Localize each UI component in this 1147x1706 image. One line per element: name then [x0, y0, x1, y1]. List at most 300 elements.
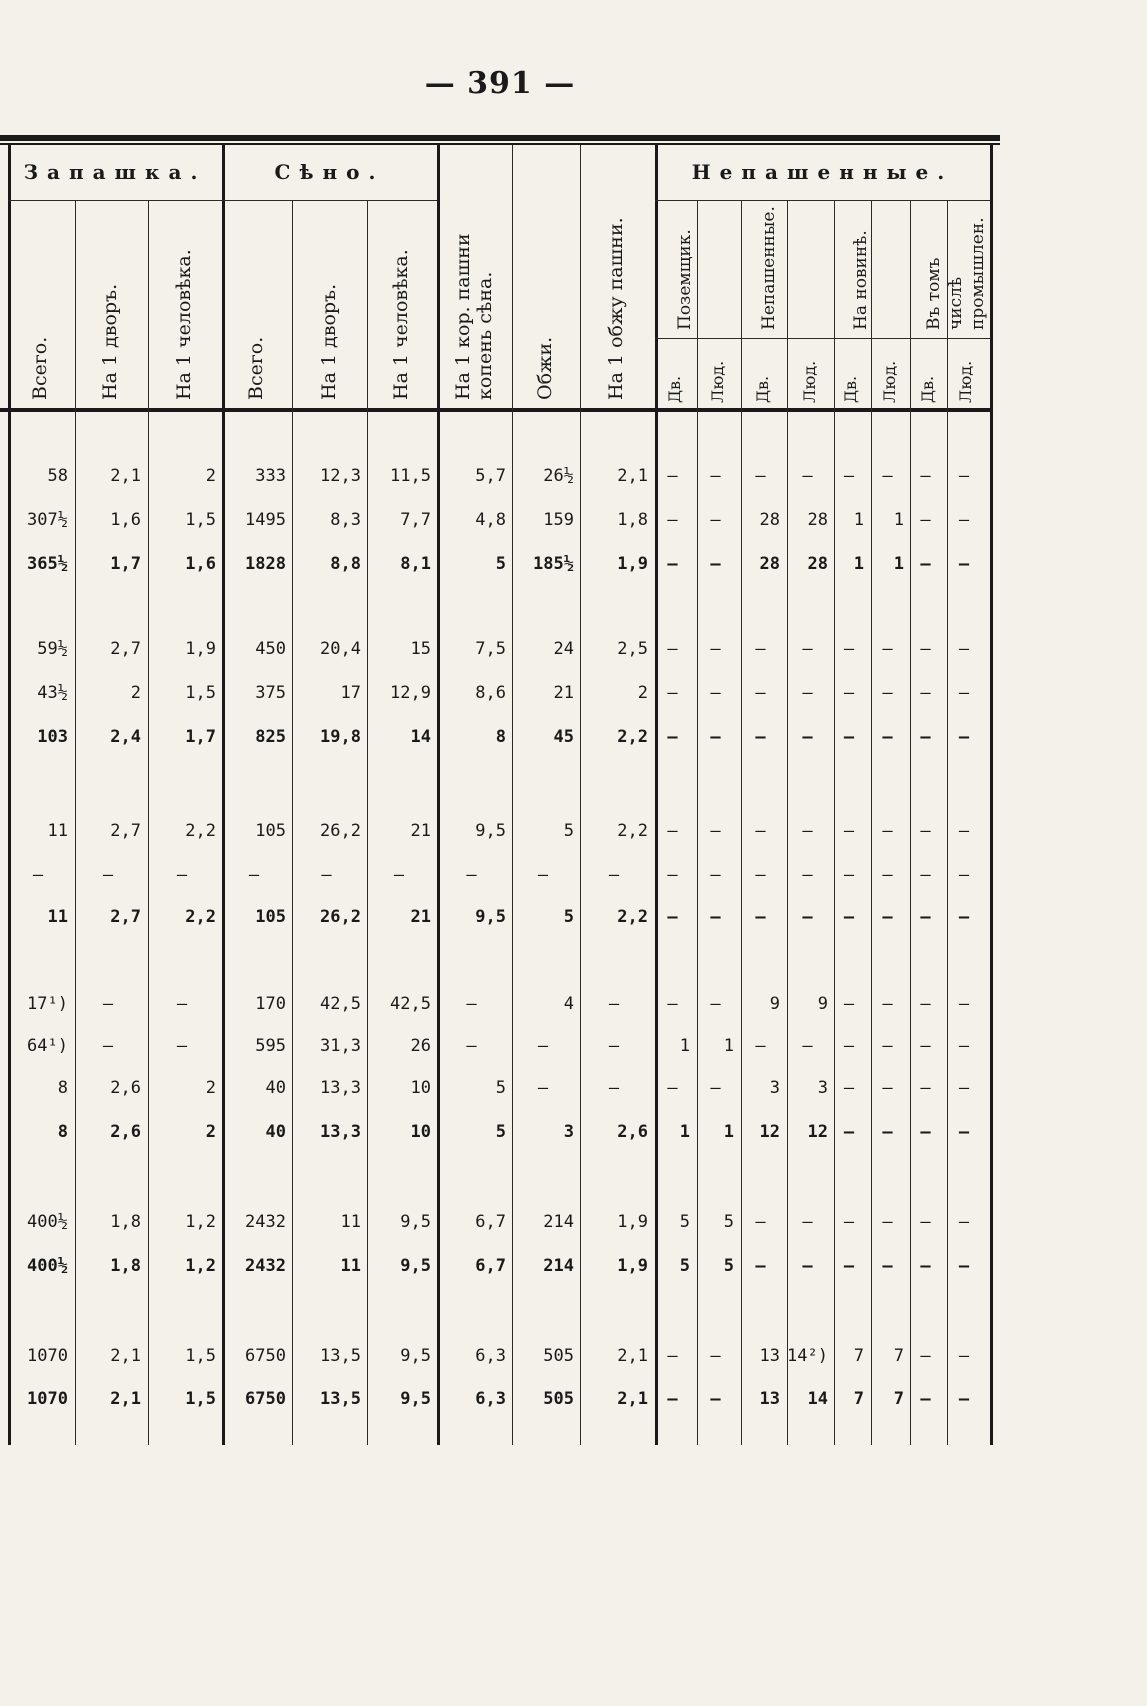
table-cell: 2,1: [617, 466, 648, 486]
table-cell: —: [608, 1078, 620, 1098]
table-cell: 1,6: [110, 510, 141, 530]
table-cell: —: [958, 1256, 970, 1276]
table-cell: 9,5: [475, 907, 506, 927]
table-cell: 58: [47, 466, 68, 486]
table-cell: —: [843, 1036, 855, 1056]
table-cell: 214: [543, 1212, 574, 1232]
table-cell: —: [710, 727, 721, 747]
table-cell: 28: [807, 510, 828, 530]
table-cell: 7,5: [475, 639, 506, 659]
table-cell: 26,2: [320, 821, 361, 841]
table-cell: 1,9: [617, 554, 648, 574]
table-cell: 5: [563, 821, 574, 841]
table-cell: —: [920, 821, 931, 841]
table-cell: 12: [759, 1122, 780, 1142]
column-header: На 1 кор. пашни копень сѣна.: [451, 233, 496, 400]
table-cell: 2,2: [185, 907, 216, 927]
table-cell: 2,2: [617, 821, 648, 841]
table-cell: —: [843, 683, 855, 703]
table-cell: —: [710, 466, 721, 486]
table-cell: 1070: [27, 1346, 68, 1366]
table-cell: 2: [205, 466, 216, 486]
table-cell: 6,3: [475, 1346, 506, 1366]
table-cell: 7: [893, 1346, 904, 1366]
table-cell: —: [882, 639, 893, 659]
table-cell: 11: [47, 907, 68, 927]
table-cell: 2,4: [110, 727, 141, 747]
table-cell: 1,8: [617, 510, 648, 530]
table-cell: —: [393, 865, 405, 885]
table-cell: 8: [495, 727, 506, 747]
table-cell: 7,7: [400, 510, 431, 530]
table-cell: 8: [57, 1078, 68, 1098]
column-header: Люд.: [956, 360, 975, 403]
table-cell: —: [802, 865, 813, 885]
table-cell: 2,6: [110, 1078, 141, 1098]
table-cell: 1,2: [185, 1212, 216, 1232]
column-header: Люд.: [799, 360, 819, 403]
table-cell: —: [802, 639, 813, 659]
table-cell: —: [755, 466, 766, 486]
column-header: Обжи.: [534, 336, 556, 400]
table-cell: 6750: [245, 1389, 286, 1409]
table-cell: —: [958, 510, 970, 530]
table-cell: —: [958, 639, 970, 659]
table-cell: —: [755, 907, 766, 927]
table-cell: —: [667, 466, 678, 486]
table-cell: —: [920, 466, 931, 486]
table-cell: 2: [205, 1122, 216, 1142]
table-cell: 12,9: [390, 683, 431, 703]
table-cell: 17: [340, 683, 361, 703]
table-cell: 5: [723, 1212, 734, 1232]
table-cell: 1070: [27, 1389, 68, 1409]
table-cell: 11: [340, 1256, 361, 1276]
group-nepashennye: Непашенные.: [691, 160, 954, 184]
table-cell: —: [102, 865, 114, 885]
column-header: Дв.: [917, 375, 937, 403]
table-cell: —: [882, 1122, 893, 1142]
table-cell: —: [958, 727, 970, 747]
table-cell: 28: [759, 510, 780, 530]
table-cell: 13: [759, 1389, 780, 1409]
table-cell: —: [102, 994, 114, 1014]
group-seno: Сѣно.: [274, 160, 385, 184]
table-cell: —: [958, 683, 970, 703]
table-cell: 28: [759, 554, 780, 574]
table-cell: 2,2: [617, 907, 648, 927]
table-cell: —: [882, 683, 893, 703]
table-cell: —: [802, 1256, 813, 1276]
table-cell: 9: [817, 994, 828, 1014]
table-cell: —: [755, 865, 766, 885]
column-header: Дв.: [664, 375, 684, 403]
table-cell: 12: [807, 1122, 828, 1142]
table-cell: 1,8: [110, 1212, 141, 1232]
table-cell: —: [755, 683, 766, 703]
column-header: Всего.: [29, 336, 51, 400]
table-cell: —: [176, 865, 188, 885]
table-cell: —: [755, 1256, 766, 1276]
table-cell: —: [958, 994, 970, 1014]
table-cell: —: [608, 865, 620, 885]
table-cell: 28: [807, 554, 828, 574]
group-underline: [8, 200, 437, 201]
table-cell: —: [537, 865, 549, 885]
table-cell: 1: [893, 554, 904, 574]
table-cell: 2,6: [617, 1122, 648, 1142]
column-header: На 1 дворъ.: [317, 283, 340, 400]
table-cell: 12,3: [320, 466, 361, 486]
table-cell: 1: [679, 1036, 690, 1056]
table-cell: 4,8: [475, 510, 506, 530]
table-cell: —: [882, 1036, 893, 1056]
table-cell: 2,1: [110, 1346, 141, 1366]
table-cell: 13: [759, 1346, 780, 1366]
table-cell: —: [920, 907, 931, 927]
table-cell: —: [248, 865, 260, 885]
table-cell: —: [667, 727, 678, 747]
table-cell: —: [667, 510, 678, 530]
subgroup-underline: [655, 338, 990, 339]
table-cell: 1,5: [185, 510, 216, 530]
table-cell: —: [710, 639, 721, 659]
table-cell: —: [466, 1036, 477, 1056]
column-header: На 1 человѣка.: [173, 249, 195, 400]
table-cell: —: [920, 1256, 931, 1276]
table-cell: —: [958, 1078, 970, 1098]
table-cell: —: [802, 727, 813, 747]
table-cell: —: [667, 1346, 678, 1366]
column-header: На 1 дворъ.: [99, 283, 121, 400]
table-cell: 8,3: [330, 510, 361, 530]
table-cell: 2: [637, 683, 648, 703]
table-cell: 2,1: [617, 1346, 648, 1366]
table-cell: —: [958, 1389, 970, 1409]
table-cell: —: [958, 554, 970, 574]
table-cell: 7: [853, 1346, 864, 1366]
table-cell: 8,8: [330, 554, 361, 574]
table-cell: 40: [265, 1122, 286, 1142]
table-cell: 19,8: [320, 727, 361, 747]
table-cell: 159: [543, 510, 574, 530]
table-cell: —: [802, 466, 813, 486]
table-cell: —: [710, 865, 721, 885]
table-cell: 1,7: [185, 727, 216, 747]
table-cell: 5: [495, 554, 506, 574]
table-cell: —: [958, 865, 970, 885]
table-cell: —: [920, 639, 931, 659]
table-cell: —: [802, 683, 813, 703]
table-cell: 40: [265, 1078, 286, 1098]
table-cell: —: [920, 683, 931, 703]
table-cell: —: [667, 639, 678, 659]
table-cell: 3: [769, 1078, 780, 1098]
table-cell: —: [710, 994, 721, 1014]
table-cell: —: [755, 1212, 766, 1232]
table-cell: —: [176, 994, 188, 1014]
table-cell: —: [755, 639, 766, 659]
table-cell: —: [32, 865, 44, 885]
table-cell: —: [710, 1346, 721, 1366]
table-cell: 45: [553, 727, 574, 747]
table-cell: 14: [807, 1389, 828, 1409]
table-cell: 14²): [787, 1346, 828, 1366]
table-cell: 2,2: [617, 727, 648, 747]
table-cell: —: [667, 683, 678, 703]
table-cell: 505: [543, 1346, 574, 1366]
table-cell: 505: [543, 1389, 574, 1409]
table-cell: 8: [57, 1122, 68, 1142]
table-cell: 2432: [245, 1256, 286, 1276]
table-cell: —: [102, 1036, 114, 1056]
table-cell: 64¹): [27, 1036, 68, 1056]
table-cell: 1: [723, 1122, 734, 1142]
table-cell: —: [882, 1256, 893, 1276]
table-cell: 1: [853, 510, 864, 530]
table-cell: —: [882, 1212, 893, 1232]
table-cell: —: [882, 1078, 893, 1098]
table-cell: —: [843, 994, 855, 1014]
table-cell: —: [802, 907, 813, 927]
table-cell: 11: [47, 821, 68, 841]
table-cell: —: [843, 1122, 855, 1142]
column-header: Дв.: [752, 375, 772, 403]
column-header: Всего.: [245, 336, 267, 400]
table-cell: 13,3: [320, 1122, 361, 1142]
table-cell: —: [667, 821, 678, 841]
table-cell: 2,7: [110, 639, 141, 659]
table-cell: —: [882, 466, 893, 486]
column-divider: [437, 145, 440, 1445]
table-cell: 2: [130, 683, 141, 703]
table-cell: 1,8: [110, 1256, 141, 1276]
table-cell: 170: [255, 994, 286, 1014]
table-cell: 595: [255, 1036, 286, 1056]
table-cell: —: [920, 727, 931, 747]
column-divider: [8, 145, 11, 1445]
subgroup-na-novine: На новинѣ.: [851, 230, 871, 330]
table-cell: —: [882, 865, 893, 885]
column-header: На 1 обжу пашни.: [605, 217, 627, 400]
table-cell: 375: [255, 683, 286, 703]
table-cell: 8,6: [475, 683, 506, 703]
table-cell: 1,9: [617, 1212, 648, 1232]
table-cell: 13,5: [320, 1346, 361, 1366]
table-cell: —: [958, 821, 970, 841]
group-underline: [655, 200, 990, 201]
table-cell: —: [537, 1036, 549, 1056]
table-cell: 2,1: [110, 466, 141, 486]
table-cell: —: [920, 554, 931, 574]
table-cell: 1495: [245, 510, 286, 530]
table-cell: 1,7: [110, 554, 141, 574]
table-cell: —: [710, 821, 721, 841]
table-cell: —: [755, 821, 766, 841]
table-cell: —: [920, 510, 931, 530]
table-cell: 2,1: [110, 1389, 141, 1409]
table-cell: —: [920, 1346, 931, 1366]
table-cell: 7: [893, 1389, 904, 1409]
table-cell: 5: [495, 1078, 506, 1098]
table-cell: —: [608, 1036, 620, 1056]
table-cell: —: [321, 865, 332, 885]
table-cell: 4: [563, 994, 574, 1014]
table-cell: —: [843, 466, 855, 486]
table-cell: —: [920, 1389, 931, 1409]
table-cell: 1: [723, 1036, 734, 1056]
table-cell: 14: [410, 727, 431, 747]
subgroup-nepashennye: Непашенные.: [759, 206, 779, 330]
table-cell: —: [802, 1036, 813, 1056]
top-rule-thin: [0, 143, 1000, 145]
table-cell: 2,1: [617, 1389, 648, 1409]
table-cell: 2,2: [185, 821, 216, 841]
table-cell: —: [710, 1389, 721, 1409]
table-cell: —: [920, 1122, 931, 1142]
table-cell: 26,2: [320, 907, 361, 927]
table-cell: 3: [817, 1078, 828, 1098]
table-cell: 13,3: [320, 1078, 361, 1098]
table-cell: —: [710, 683, 721, 703]
table-cell: 103: [37, 727, 68, 747]
table-cell: 6750: [245, 1346, 286, 1366]
top-rule: [0, 135, 1000, 141]
table-cell: 105: [255, 907, 286, 927]
table-cell: —: [843, 727, 855, 747]
table-cell: 2,5: [617, 639, 648, 659]
table-cell: 31,3: [320, 1036, 361, 1056]
table-cell: —: [537, 1078, 549, 1098]
table-cell: 20,4: [320, 639, 361, 659]
table-cell: 1828: [245, 554, 286, 574]
table-cell: 1: [893, 510, 904, 530]
table-cell: 8,1: [400, 554, 431, 574]
table-cell: 17¹): [27, 994, 68, 1014]
table-cell: 11,5: [390, 466, 431, 486]
table-cell: 1,6: [185, 554, 216, 574]
table-cell: —: [958, 1122, 970, 1142]
column-divider: [222, 145, 225, 1445]
subgroup-pozemshchik: Поземщик.: [675, 229, 695, 330]
table-cell: —: [958, 1346, 970, 1366]
table-cell: —: [466, 994, 477, 1014]
table-cell: 2,7: [110, 907, 141, 927]
table-cell: 6,7: [475, 1256, 506, 1276]
table-cell: —: [882, 994, 893, 1014]
table-cell: 5: [723, 1256, 734, 1276]
table-cell: —: [920, 1036, 931, 1056]
column-header: Люд.: [879, 360, 899, 403]
table-cell: 6,3: [475, 1389, 506, 1409]
table-cell: —: [920, 1078, 931, 1098]
table-cell: 5: [679, 1256, 690, 1276]
table-cell: —: [958, 1212, 970, 1232]
table-cell: —: [755, 727, 766, 747]
table-cell: —: [958, 907, 970, 927]
table-cell: 9,5: [400, 1256, 431, 1276]
table-cell: 9: [769, 994, 780, 1014]
table-cell: 214: [543, 1256, 574, 1276]
table-cell: 7: [853, 1389, 864, 1409]
subgroup-v-tom-chisle: Въ томъ числѣ промышлен.: [924, 217, 988, 330]
table-cell: —: [920, 865, 931, 885]
column-divider: [655, 145, 658, 1445]
table-cell: 9,5: [400, 1346, 431, 1366]
table-cell: 1,5: [185, 1346, 216, 1366]
table-cell: —: [710, 907, 721, 927]
table-cell: 5: [495, 1122, 506, 1142]
table-cell: 11: [340, 1212, 361, 1232]
table-cell: 1,9: [617, 1256, 648, 1276]
table-cell: 42,5: [390, 994, 431, 1014]
table-cell: 400½: [27, 1256, 68, 1276]
table-cell: —: [667, 1078, 678, 1098]
table-cell: —: [802, 1212, 813, 1232]
table-cell: 1,5: [185, 1389, 216, 1409]
table-cell: 24: [553, 639, 574, 659]
table-cell: 43½: [37, 683, 68, 703]
table-cell: 307½: [27, 510, 68, 530]
table-cell: —: [882, 907, 893, 927]
table-cell: —: [843, 1078, 855, 1098]
table-cell: 15: [410, 639, 431, 659]
table-cell: 9,5: [475, 821, 506, 841]
table-cell: —: [882, 727, 893, 747]
table-cell: 1: [853, 554, 864, 574]
table-cell: 6,7: [475, 1212, 506, 1232]
table-cell: —: [667, 554, 678, 574]
table-cell: —: [843, 1256, 855, 1276]
column-header: Дв.: [841, 375, 860, 403]
table-cell: 26: [410, 1036, 431, 1056]
table-cell: 365½: [27, 554, 68, 574]
table-cell: 26½: [543, 466, 574, 486]
table-cell: 21: [410, 907, 431, 927]
table-cell: —: [608, 994, 620, 1014]
table-cell: 2,6: [110, 1122, 141, 1142]
table-cell: 59½: [37, 639, 68, 659]
table-cell: 2432: [245, 1212, 286, 1232]
table-cell: —: [958, 1036, 970, 1056]
column-header: На 1 человѣка.: [390, 249, 412, 400]
column-divider: [512, 145, 513, 1445]
table-cell: 400½: [27, 1212, 68, 1232]
table-cell: 3: [563, 1122, 574, 1142]
table-cell: —: [843, 639, 855, 659]
table-cell: —: [920, 994, 931, 1014]
table-cell: —: [710, 1078, 721, 1098]
table-cell: —: [882, 821, 893, 841]
table-cell: 10: [410, 1122, 431, 1142]
table-cell: 5,7: [475, 466, 506, 486]
table-cell: —: [710, 554, 721, 574]
table-cell: —: [667, 907, 678, 927]
table-cell: 2: [205, 1078, 216, 1098]
table-cell: —: [667, 1389, 678, 1409]
table-cell: 21: [410, 821, 431, 841]
table-cell: —: [843, 865, 855, 885]
table-cell: 9,5: [400, 1212, 431, 1232]
table-cell: 1,9: [185, 639, 216, 659]
table-cell: 185½: [533, 554, 574, 574]
table-cell: 1,2: [185, 1256, 216, 1276]
table-cell: —: [466, 865, 477, 885]
column-divider: [990, 145, 993, 1445]
table-cell: 105: [255, 821, 286, 841]
table-cell: —: [958, 466, 970, 486]
table-cell: —: [755, 1036, 766, 1056]
